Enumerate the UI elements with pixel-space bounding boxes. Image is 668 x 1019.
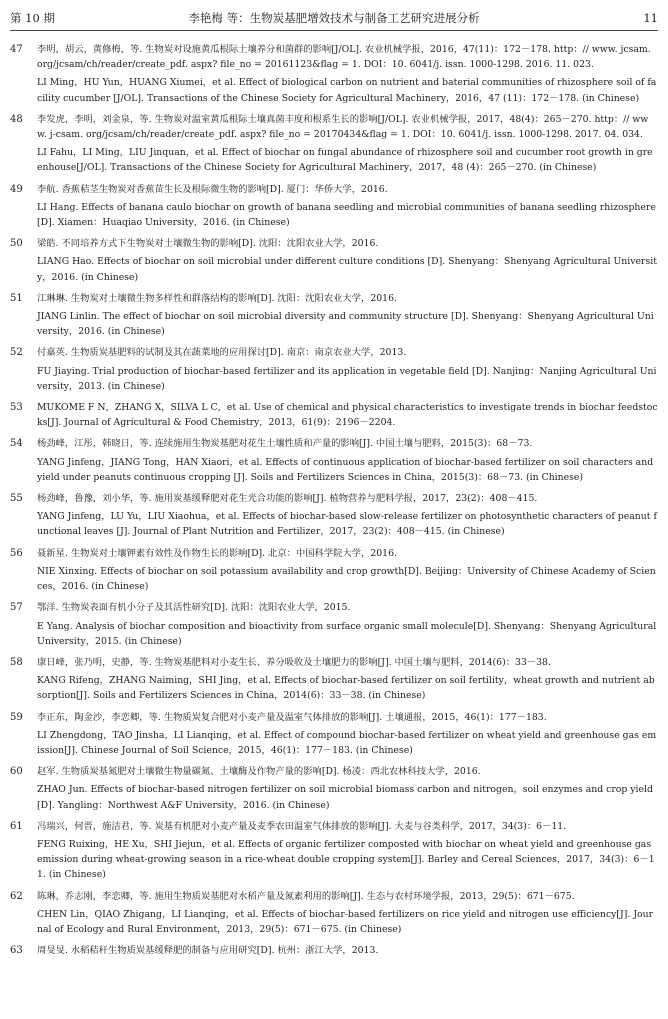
reference-english-text: LI Fahu，LI Ming，LIU Jinquan，et al. Effect of biochar on fungal abundance of rhizosphere soil and cucumber root growth in greenhouse[J/OL]. Transactions of the Chinese Society for Agricultural Machinery，2017，48 (4)：265－270. (in Chinese) (37, 147, 653, 174)
reference-english-text: JIANG Linlin. The effect of biochar on soil microbial diversity and community structure [D]. Shenyang：Shenyang Agricultural University，2016. (in Chinese) (37, 311, 654, 338)
reference-english-text: FENG Ruixing，HE Xu，SHI Jiejun，et al. Effects of organic fertilizer composted with biochar on wheat yield and greenhouse gas emission during wheat-growing season in a rice-wheat double cropping system[J]. Barley and Cereal Sciences，2017，34(3)：6－11. (in Chinese) (37, 838, 655, 881)
reference-english-text: FU Jiaying. Trial production of biochar-based fertilizer and its application in vegetable field [D]. Nanjing：Nanjing Agricultural University，2013. (in Chinese) (37, 365, 657, 392)
reference-chinese-text: 李发虎，李明，刘金泉，等. 生物炭对温室黄瓜根际土壤真菌丰度和根系生长的影响[J/OL]. 农业机械学报，2017，48(4)：265－270. http：// www. j-csam. org/jcsam/ch/reader/create_pdf. aspx? file_no = 20170434&flag = 1. DOI：10. 6041/j. issn. 1000-1298. 2017. 04. 034. (37, 113, 649, 141)
reference-english-text: YANG Jinfeng，LU Yu，LIU Xiaohua，et al. Effects of biochar-based slow-release fertilizer on photosynthetic characters of peanut functional leaves [J]. Journal of Plant Nutrition and Fertilizer，2017，23(2)：408－415. (in Chinese) (37, 511, 657, 538)
reference-number: 47 (10, 44, 23, 55)
reference-chinese-text: 李航. 香蕉秸茎生物炭对香蕉苗生长及根际微生物的影响[D]. 厦门：华侨大学，2016. (37, 183, 388, 195)
issue-label: 第 10 期 (10, 11, 55, 25)
reference-english-text: ZHAO Jun. Effects of biochar-based nitrogen fertilizer on soil microbial biomass carbon and nitrogen，soil enzymes and crop yield [D]. Yangling：Northwest A&F University，2016. (in Chinese) (37, 784, 653, 811)
reference-chinese-text: 鄂洋. 生物炭表面有机小分子及其活性研究[D]. 沈阳：沈阳农业大学，2015. (37, 602, 351, 614)
reference-item (10, 112, 658, 176)
reference-number: 56 (10, 547, 23, 559)
reference-number: 61 (10, 820, 23, 832)
reference-item (10, 236, 658, 285)
reference-number: 57 (10, 602, 23, 614)
reference-item (10, 436, 658, 485)
reference-number: 49 (10, 183, 23, 195)
reference-item (10, 546, 658, 595)
reference-chinese-text: 赵军. 生物质炭基氮肥对土壤微生物量碳氮、土壤酶及作物产量的影响[D]. 杨凌：西北农林科技大学，2016. (37, 766, 481, 778)
reference-item (10, 600, 658, 649)
reference-chinese-text: 江琳琳. 生物炭对土壤微生物多样性和群落结构的影响[D]. 沈阳：沈阳农业大学，2016. (37, 292, 397, 304)
reference-chinese-text: 李正东，陶金沙，李恋卿，等. 生物质炭复合肥对小麦产量及温室气体排放的影响[J]. 土壤通报，2015，46(1)：177－183. (37, 711, 547, 723)
reference-chinese-text: 康日峰，张乃明，史静，等. 生物炭基肥料对小麦生长、养分吸收及土壤肥力的影响[J]. 中国土壤与肥料，2014(6)：33－38. (37, 656, 551, 668)
reference-number: 48 (10, 113, 23, 125)
reference-english-text: KANG Rifeng，ZHANG Naiming，SHI Jing，et al. Effects of biochar-based fertilizer on soil fertility，wheat growth and nutrient absorption[J]. Soils and Fertilizers Sciences in China，2014(6)：33－38. (in Chinese) (37, 675, 655, 702)
reference-number: 58 (10, 656, 23, 668)
reference-english-text: LIANG Hao. Effects of biochar on soil microbial under different culture conditions [D]. Shenyang：Shenyang Agricultural University，2016. (in Chinese) (37, 256, 657, 283)
reference-item (10, 345, 658, 394)
reference-number: 60 (10, 766, 23, 778)
reference-item (10, 42, 658, 106)
reference-number: 62 (10, 890, 23, 902)
reference-number: 55 (10, 493, 23, 505)
reference-number: 54 (10, 438, 23, 450)
reference-english-text: CHEN Lin，QIAO Zhigang，LI Lianqing，et al. Effects of biochar-based fertilizers on rice yield and nitrogen use efficiency[J]. Journal of Ecology and Rural Environment，2013，29(5)：671－675. (in Chinese) (37, 908, 654, 935)
reference-list (10, 42, 658, 958)
reference-number: 50 (10, 238, 23, 250)
reference-chinese-text: 梁皓. 不同培养方式下生物炭对土壤微生物的影响[D]. 沈阳：沈阳农业大学，2016. (37, 238, 379, 250)
reference-english-text: NIE Xinxing. Effects of biochar on soil potassium availability and crop growth[D]. Beijing：University of Chinese Academy of Sciences，2016. (in Chinese) (37, 565, 656, 593)
reference-chinese-text: 周旻旻. 水稻秸秆生物质炭基缓释肥的制备与应用研究[D]. 杭州：浙江大学，2013. (37, 945, 379, 957)
reference-item (10, 491, 658, 540)
reference-chinese-text: 陈琳，乔志刚，李恋卿，等. 施用生物质炭基肥对水稻产量及氮素利用的影响[J]. 生态与农村环境学报，2013，29(5)：671－675. (37, 890, 575, 902)
reference-item (10, 655, 658, 704)
reference-english-text: E Yang. Analysis of biochar composition and bioactivity from surface organic small molecule[D]. Shenyang：Shenyang Agricultural University，2015. (in Chinese) (37, 620, 657, 647)
running-title: 李艳梅 等：生物炭基肥增效技术与制备工艺研究进展分析 (188, 11, 480, 25)
reference-number: 59 (10, 711, 23, 723)
reference-english-text: LI Hang. Effects of banana caulo biochar on growth of banana seedling and microbial communities of banana seedling rhizosphere [D]. Xiamen：Huaqiao University，2016. (in Chinese) (37, 201, 656, 229)
reference-item (10, 819, 658, 883)
reference-number: 63 (10, 945, 23, 957)
page-header (10, 8, 658, 31)
reference-chinese-text: 付嘉英. 生物质炭基肥料的试制及其在蔬菜地的应用探讨[D]. 南京：南京农业大学，2013. (37, 347, 407, 359)
page-number: 11 (643, 11, 658, 25)
reference-item (10, 710, 658, 759)
reference-item (10, 764, 658, 813)
reference-chinese-text: 聂新星. 生物炭对土壤钾素有效性及作物生长的影响[D]. 北京：中国科学院大学，2016. (37, 547, 397, 559)
reference-number: 52 (10, 347, 23, 359)
reference-chinese-text: 冯瑞兴，何晋，施洁君，等. 炭基有机肥对小麦产量及麦季农田温室气体排放的影响[J]. 大麦与谷类科学，2017，34(3)：6－11. (37, 820, 567, 832)
reference-item (10, 943, 658, 958)
reference-item (10, 400, 658, 430)
reference-number: 53 (10, 402, 23, 414)
reference-english-text: LI Zhengdong，TAO Jinsha，LI Lianqing，et al. Effect of compound biochar-based fertilizer on wheat yield and greenhouse gas emission[J]. Chinese Journal of Soil Science，2015，46(1)：177－183. (in Chinese) (37, 729, 657, 756)
reference-item (10, 182, 658, 231)
reference-english-text: LI Ming，HU Yun，HUANG Xiumei，et al. Effect of biological carbon on nutrient and baterial communities of rhizosphere soil of facility cucumber [J/OL]. Transactions of the Chinese Society for Agricultural Machinery，2016，47 (11)：172－178. (in Chinese) (37, 77, 657, 104)
reference-item (10, 889, 658, 938)
reference-english-text: YANG Jinfeng，JIANG Tong，HAN Xiaori，et al. Effects of continuous application of biochar-based fertilizer on soil characters and yield under peanuts continuous cropping [J]. Soils and Fertilizers Sciences in China，2015(3)：68－73. (in Chinese) (37, 456, 654, 483)
reference-chinese-text: 李明，胡云，黄修梅，等. 生物炭对设施黄瓜根际土壤养分和菌群的影响[J/OL]. 农业机械学报，2016，47(11)：172－178. http：// www. jcsam. org/jcsam/ch/reader/create_pdf. aspx? file_no = 20161123&flag = 1. DOI：10. 6041/j. issn. 1000-1298. 2016. 11. 023. (37, 44, 651, 71)
reference-number: 51 (10, 292, 23, 304)
reference-item (10, 291, 658, 340)
reference-english-text: MUKOME F N，ZHANG X，SILVA L C，et al. Use of chemical and physical characteristics to investigate trends in biochar feedstocks[J]. Journal of Agricultural & Food Chemistry，2013，61(9)：2196－2204. (37, 402, 658, 429)
reference-chinese-text: 杨劲峰，江彤，韩晓日，等. 连续施用生物炭基肥对花生土壤性质和产量的影响[J]. 中国土壤与肥料，2015(3)：68－73. (37, 438, 533, 450)
reference-chinese-text: 杨劲峰，鲁豫，刘小华，等. 施用炭基缓释肥对花生光合功能的影响[J]. 植物营养与肥料学报，2017，23(2)：408－415. (37, 493, 538, 505)
